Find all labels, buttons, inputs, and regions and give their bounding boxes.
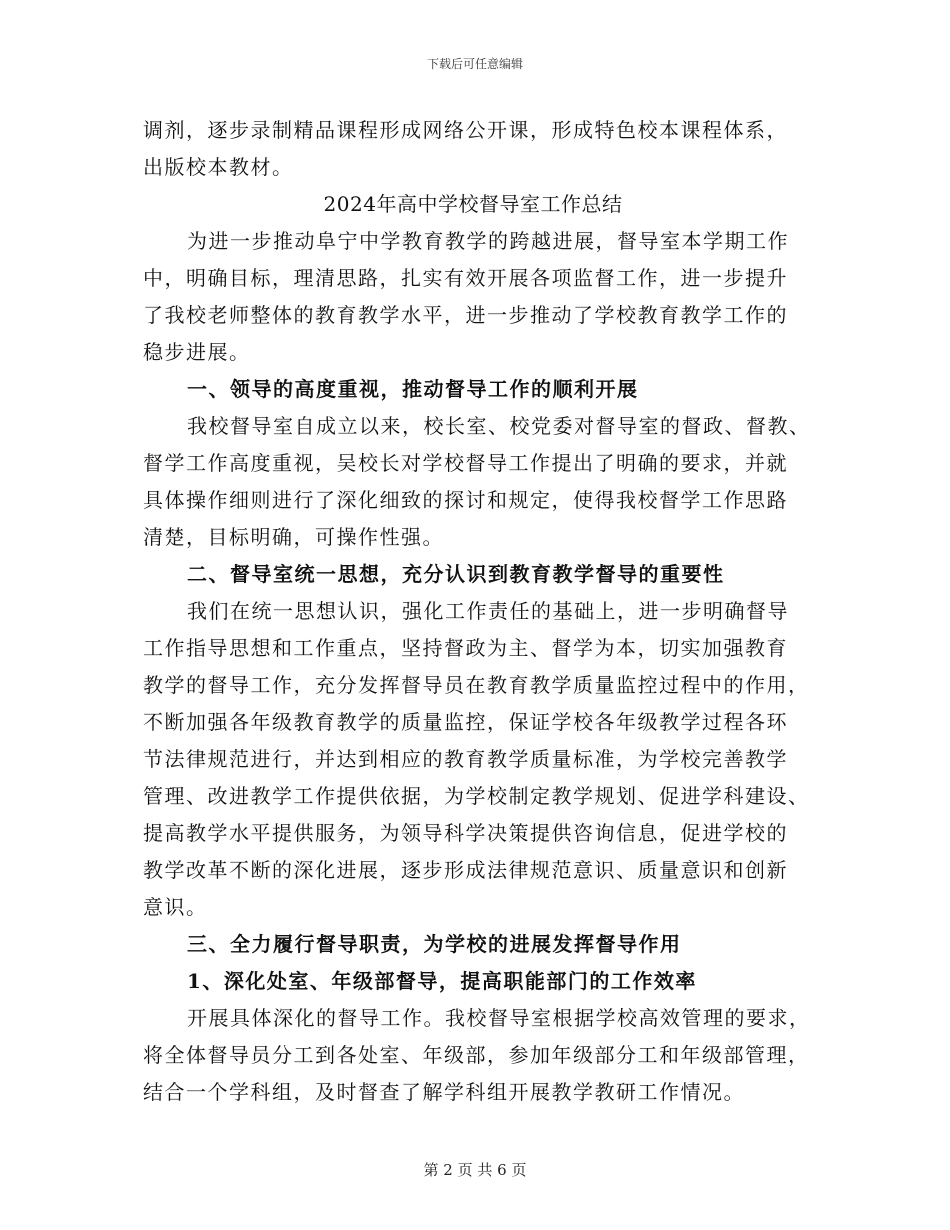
body-line: 出版校本教材。 — [143, 155, 294, 179]
section-heading-3: 三、全力履行督导职责，为学校的进展发挥督导作用 — [187, 932, 682, 956]
body-line: 工作指导思想和工作重点，坚持督政为主、督学为本，切实加强教育 — [143, 636, 788, 660]
section-heading-2: 二、督导室统一思想，充分认识到教育教学督导的重要性 — [187, 562, 725, 586]
body-line: 不断加强各年级教育教学的质量监控，保证学校各年级教学过程各环 — [143, 710, 788, 734]
body-line: 教学的督导工作，充分发挥督导员在教育教学质量监控过程中的作用， — [143, 673, 810, 697]
page-number-footer: 第 2 页 共 6 页 — [423, 1161, 527, 1179]
page-header-note: 下载后可任意编辑 — [426, 57, 523, 71]
body-line: 将全体督导员分工到各处室、年级部，参加年级部分工和年级部管理， — [143, 1043, 810, 1067]
document-body — [143, 112, 813, 1111]
body-line: 具体操作细则进行了深化细致的探讨和规定，使得我校督学工作思路 — [143, 488, 788, 512]
body-line: 提高教学水平提供服务，为领导科学决策提供咨询信息，促进学校的 — [143, 821, 788, 845]
body-line: 节法律规范进行，并达到相应的教育教学质量标准，为学校完善教学 — [143, 747, 788, 771]
body-line: 稳步进展。 — [143, 340, 251, 364]
document-title: 2024年高中学校督导室工作总结 — [323, 192, 623, 216]
body-line: 管理、改进教学工作提供依据，为学校制定教学规划、促进学科建设、 — [143, 784, 810, 808]
body-line: 调剂，逐步录制精品课程形成网络公开课，形成特色校本课程体系， — [143, 118, 788, 142]
body-line: 意识。 — [143, 895, 208, 919]
section-heading-1: 一、领导的高度重视，推动督导工作的顺利开展 — [187, 377, 639, 401]
body-line: 了我校老师整体的教育教学水平，进一步推动了学校教育教学工作的 — [143, 303, 788, 327]
paragraph-first-line: 为进一步推动阜宁中学教育教学的跨越进展，督导室本学期工作 — [187, 229, 789, 253]
paragraph-first-line: 我们在统一思想认识，强化工作责任的基础上，进一步明确督导 — [187, 599, 789, 623]
paragraph-first-line: 我校督导室自成立以来，校长室、校党委对督导室的督政、督教、 — [187, 414, 811, 438]
body-line: 清楚，目标明确，可操作性强。 — [143, 525, 444, 549]
body-line: 结合一个学科组，及时督查了解学科组开展教学教研工作情况。 — [143, 1080, 745, 1104]
paragraph-first-line: 开展具体深化的督导工作。我校督导室根据学校高效管理的要求， — [187, 1006, 811, 1030]
subsection-heading-1: 1、深化处室、年级部督导，提高职能部门的工作效率 — [187, 969, 697, 993]
body-line: 督学工作高度重视，吴校长对学校督导工作提出了明确的要求，并就 — [143, 451, 788, 475]
body-line: 教学改革不断的深化进展，逐步形成法律规范意识、质量意识和创新 — [143, 858, 788, 882]
body-line: 中，明确目标，理清思路，扎实有效开展各项监督工作，进一步提升 — [143, 266, 788, 290]
